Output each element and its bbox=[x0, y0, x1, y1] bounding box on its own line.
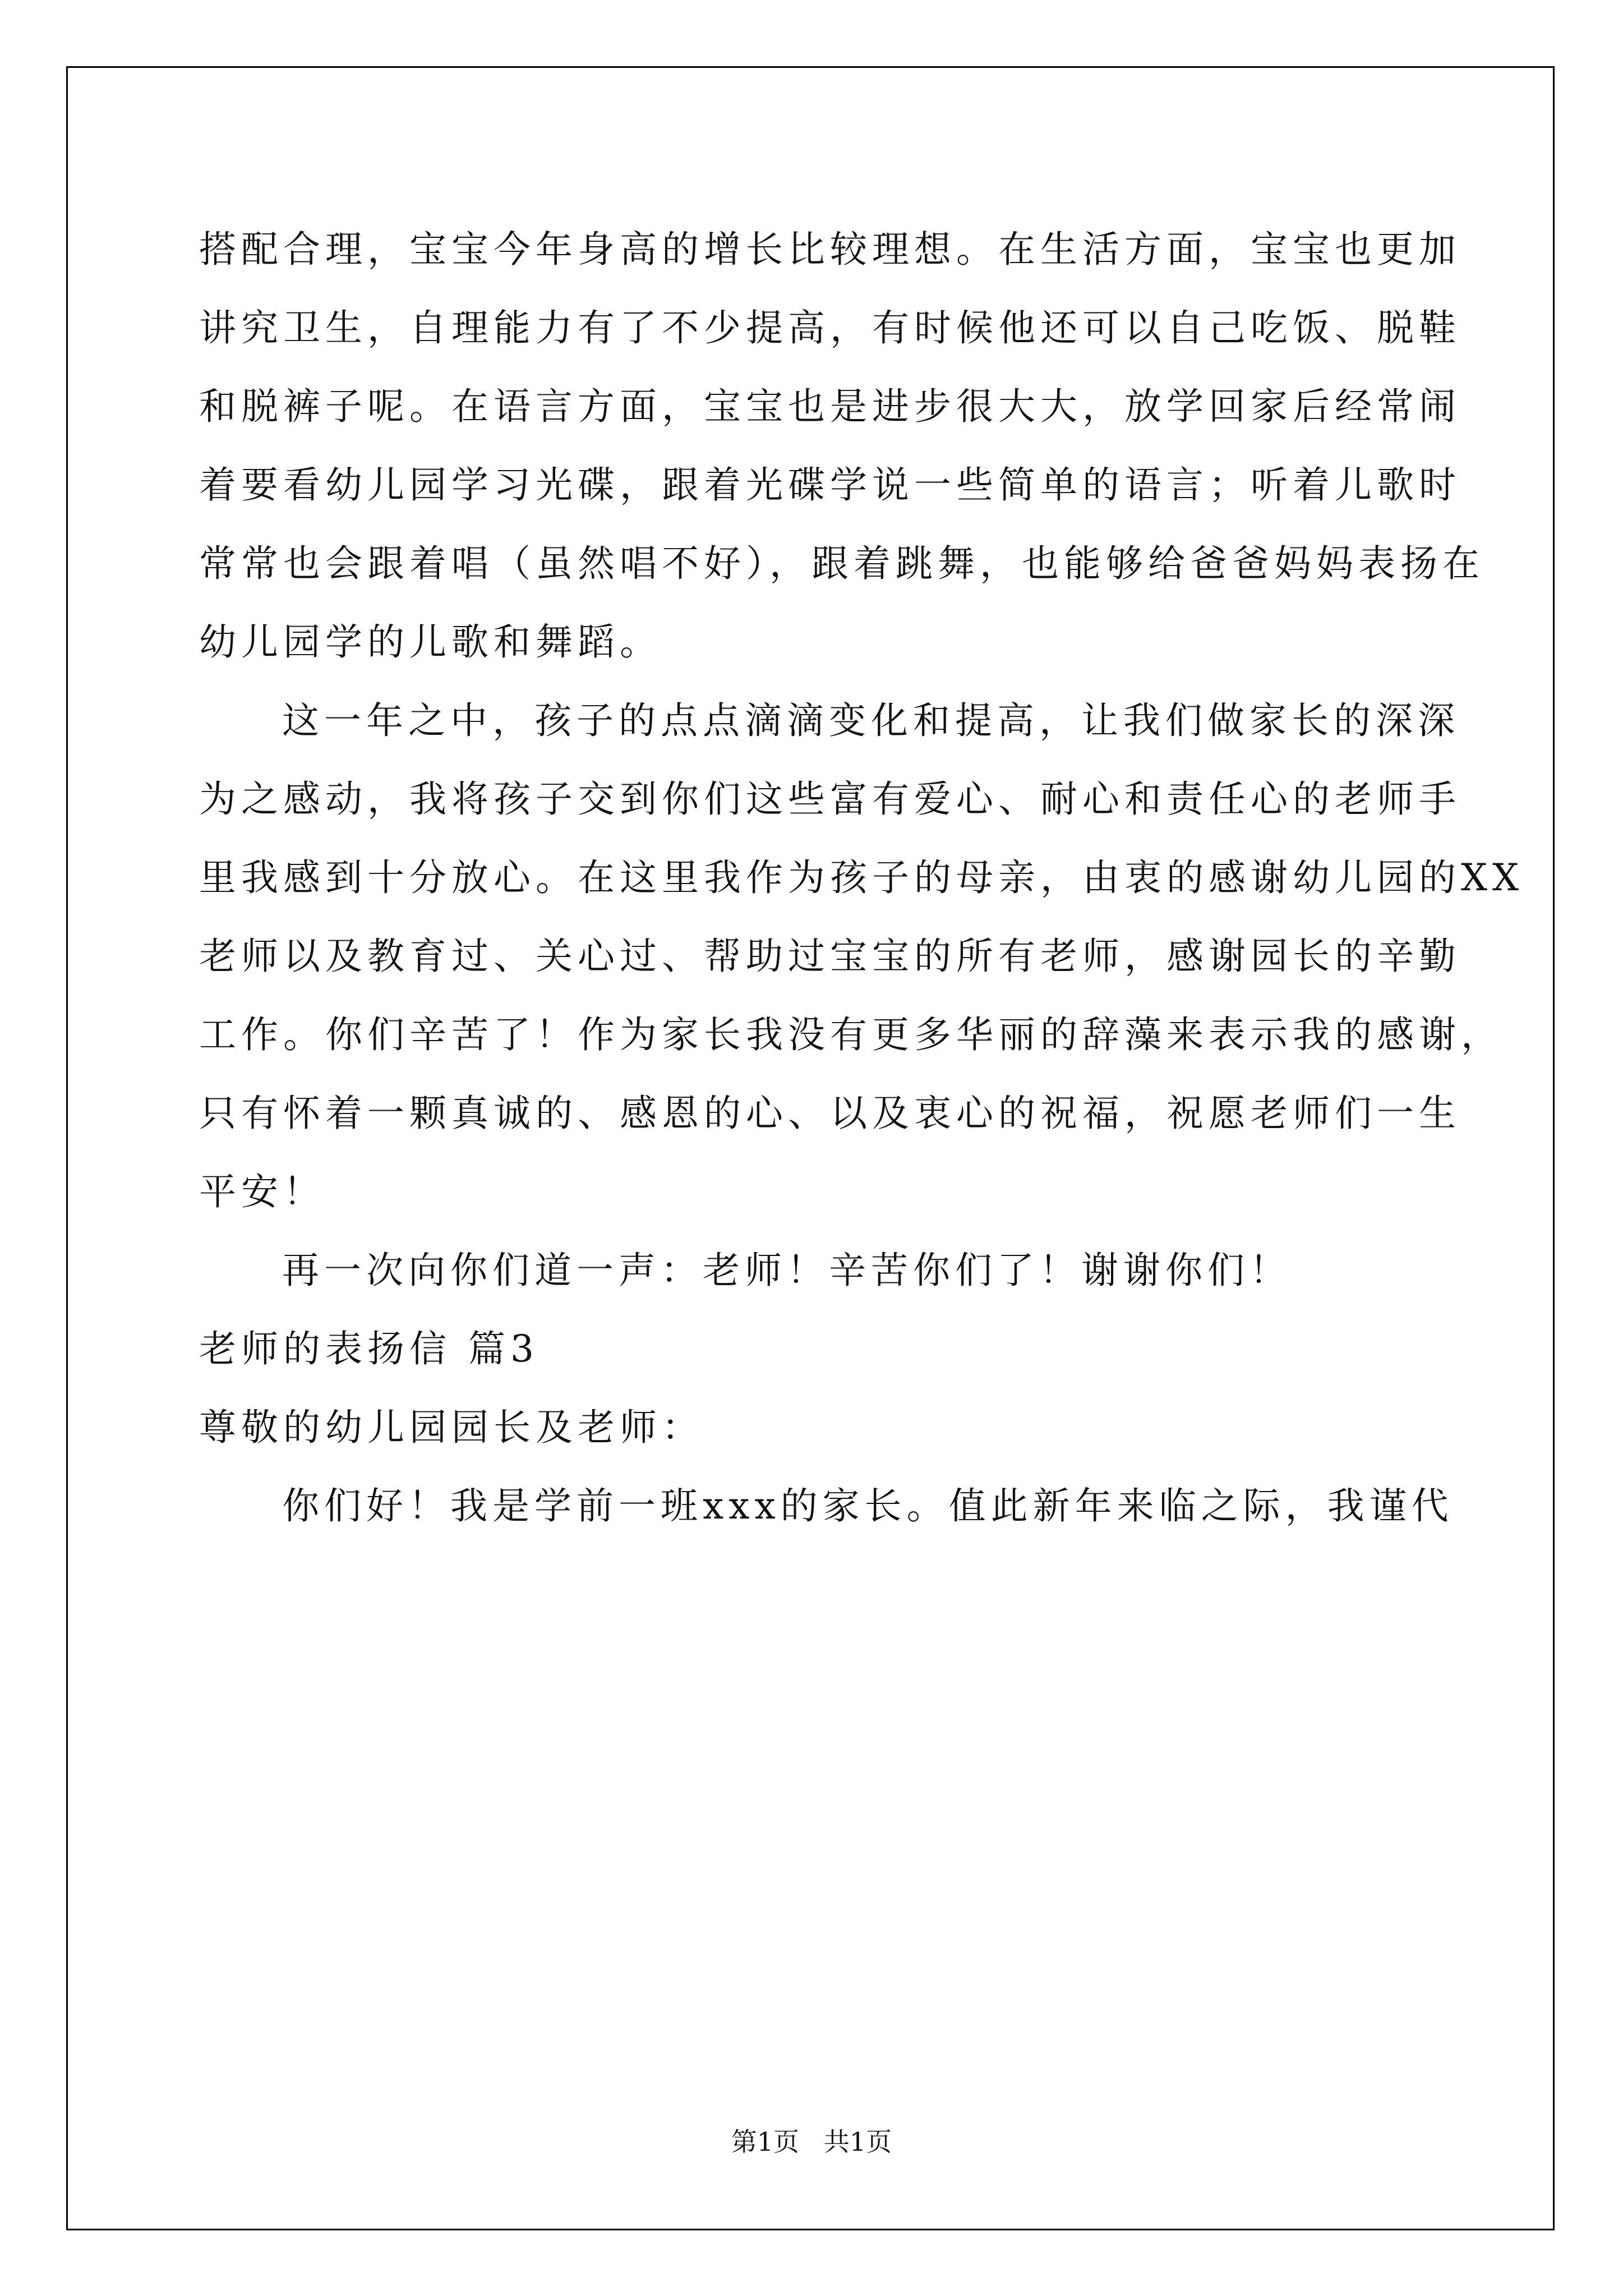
text-line: 搭配合理，宝宝今年身高的增长比较理想。在生活方面，宝宝也更加 bbox=[199, 228, 1461, 271]
section-heading: 老师的表扬信 篇3 bbox=[199, 1327, 539, 1370]
salutation: 尊敬的幼儿园园长及老师： bbox=[199, 1406, 704, 1449]
paragraph-start-line: 你们好！我是学前一班xxx的家长。值此新年来临之际，我谨代 bbox=[282, 1484, 1454, 1527]
text-line: 里我感到十分放心。在这里我作为孩子的母亲，由衷的感谢幼儿园的XX bbox=[199, 856, 1524, 899]
text-line: 和脱裤子呢。在语言方面，宝宝也是进步很大大，放学回家后经常闹 bbox=[199, 385, 1461, 428]
paragraph-start-line: 再一次向你们道一声：老师！辛苦你们了！谢谢你们！ bbox=[282, 1249, 1292, 1292]
text-line: 平安！ bbox=[199, 1170, 325, 1213]
text-line: 着要看幼儿园学习光碟，跟着光碟学说一些简单的语言；听着儿歌时 bbox=[199, 463, 1461, 507]
paragraph-start-line: 这一年之中，孩子的点点滴滴变化和提高，让我们做家长的深深 bbox=[282, 699, 1460, 742]
text-line: 工作。你们辛苦了！作为家长我没有更多华丽的辞藻来表示我的感谢， bbox=[199, 1013, 1503, 1056]
text-line: 为之感动，我将孩子交到你们这些富有爱心、耐心和责任心的老师手 bbox=[199, 777, 1461, 821]
text-line: 讲究卫生，自理能力有了不少提高，有时候他还可以自己吃饭、脱鞋 bbox=[199, 306, 1461, 349]
text-line: 只有怀着一颗真诚的、感恩的心、以及衷心的祝福，祝愿老师们一生 bbox=[199, 1092, 1461, 1135]
document-body bbox=[199, 222, 1524, 1557]
text-line: 幼儿园学的儿歌和舞蹈。 bbox=[199, 620, 662, 664]
text-line: 常常也会跟着唱（虽然唱不好），跟着跳舞，也能够给爸爸妈妈表扬在 bbox=[199, 542, 1484, 585]
page-footer: 第1页 共1页 bbox=[731, 2127, 892, 2157]
text-line: 老师以及教育过、关心过、帮助过宝宝的所有老师，感谢园长的辛勤 bbox=[199, 935, 1461, 978]
